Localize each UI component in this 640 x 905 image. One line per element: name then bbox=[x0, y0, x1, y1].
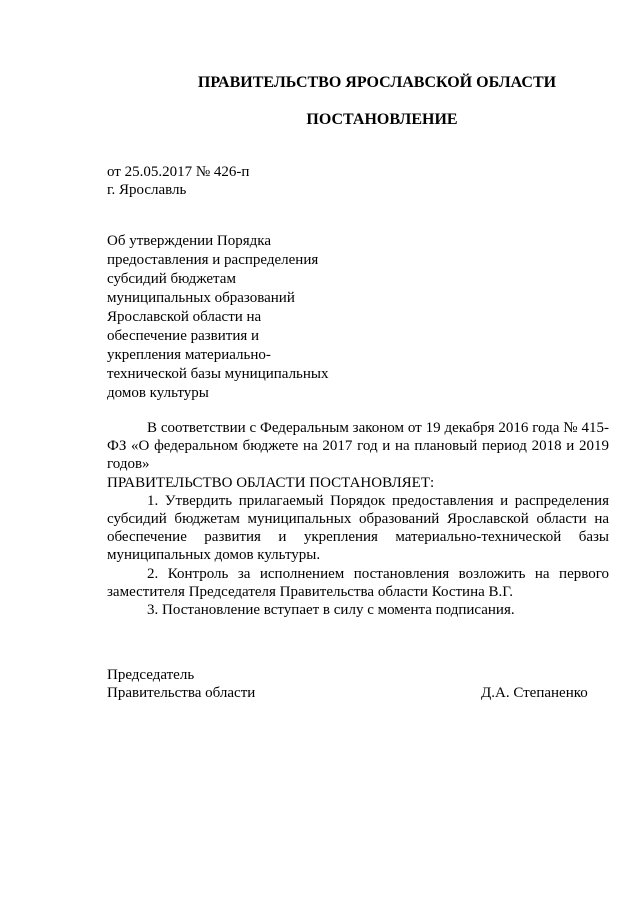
city-line: г. Ярославль bbox=[107, 182, 187, 198]
subject-line: муниципальных образований bbox=[107, 290, 295, 306]
subject-line: предоставления и распределения bbox=[107, 252, 319, 268]
signatory-position-line-1: Председатель bbox=[107, 667, 195, 683]
subject-line: домов культуры bbox=[107, 385, 209, 401]
resolves-line: ПРАВИТЕЛЬСТВО ОБЛАСТИ ПОСТАНОВЛЯЕТ: bbox=[107, 474, 435, 491]
item-1-paragraph: 1. Утвердить прилагаемый Порядок предоставления и распределения субсидий бюджетам муниципальных образований Ярославской области на обеспечение развития и укрепления материально-технической базы муниципальных домов культуры. bbox=[107, 492, 609, 564]
subject-line: Ярославской области на bbox=[107, 309, 262, 325]
subject-line: технической базы муниципальных bbox=[107, 366, 329, 382]
subject-line: обеспечение развития и bbox=[107, 328, 260, 344]
item-3-paragraph: 3. Постановление вступает в силу с момента подписания. bbox=[147, 602, 515, 619]
document-subject bbox=[107, 232, 329, 403]
signatory-position-line-2: Правительства области bbox=[107, 685, 256, 701]
organization-title: ПРАВИТЕЛЬСТВО ЯРОСЛАВСКОЙ ОБЛАСТИ bbox=[197, 74, 557, 91]
preamble-paragraph: В соответствии с Федеральным законом от 19 декабря 2016 года № 415-ФЗ «О федеральном бюджете на 2017 год и на плановый период 2018 и 2019 годов» bbox=[107, 420, 609, 473]
subject-line: субсидий бюджетам bbox=[107, 271, 236, 287]
date-number-line: от 25.05.2017 № 426-п bbox=[107, 164, 250, 180]
subject-line: укрепления материально- bbox=[107, 347, 271, 363]
item-2-paragraph: 2. Контроль за исполнением постановления возложить на первого заместителя Председателя Правительства области Костина В.Г. bbox=[107, 565, 609, 600]
signatory-name: Д.А. Степаненко bbox=[481, 685, 588, 701]
subject-line: Об утверждении Порядка bbox=[107, 233, 271, 249]
document-body bbox=[107, 419, 609, 619]
document-type-title: ПОСТАНОВЛЕНИЕ bbox=[306, 111, 458, 128]
signatory-position bbox=[107, 666, 255, 702]
